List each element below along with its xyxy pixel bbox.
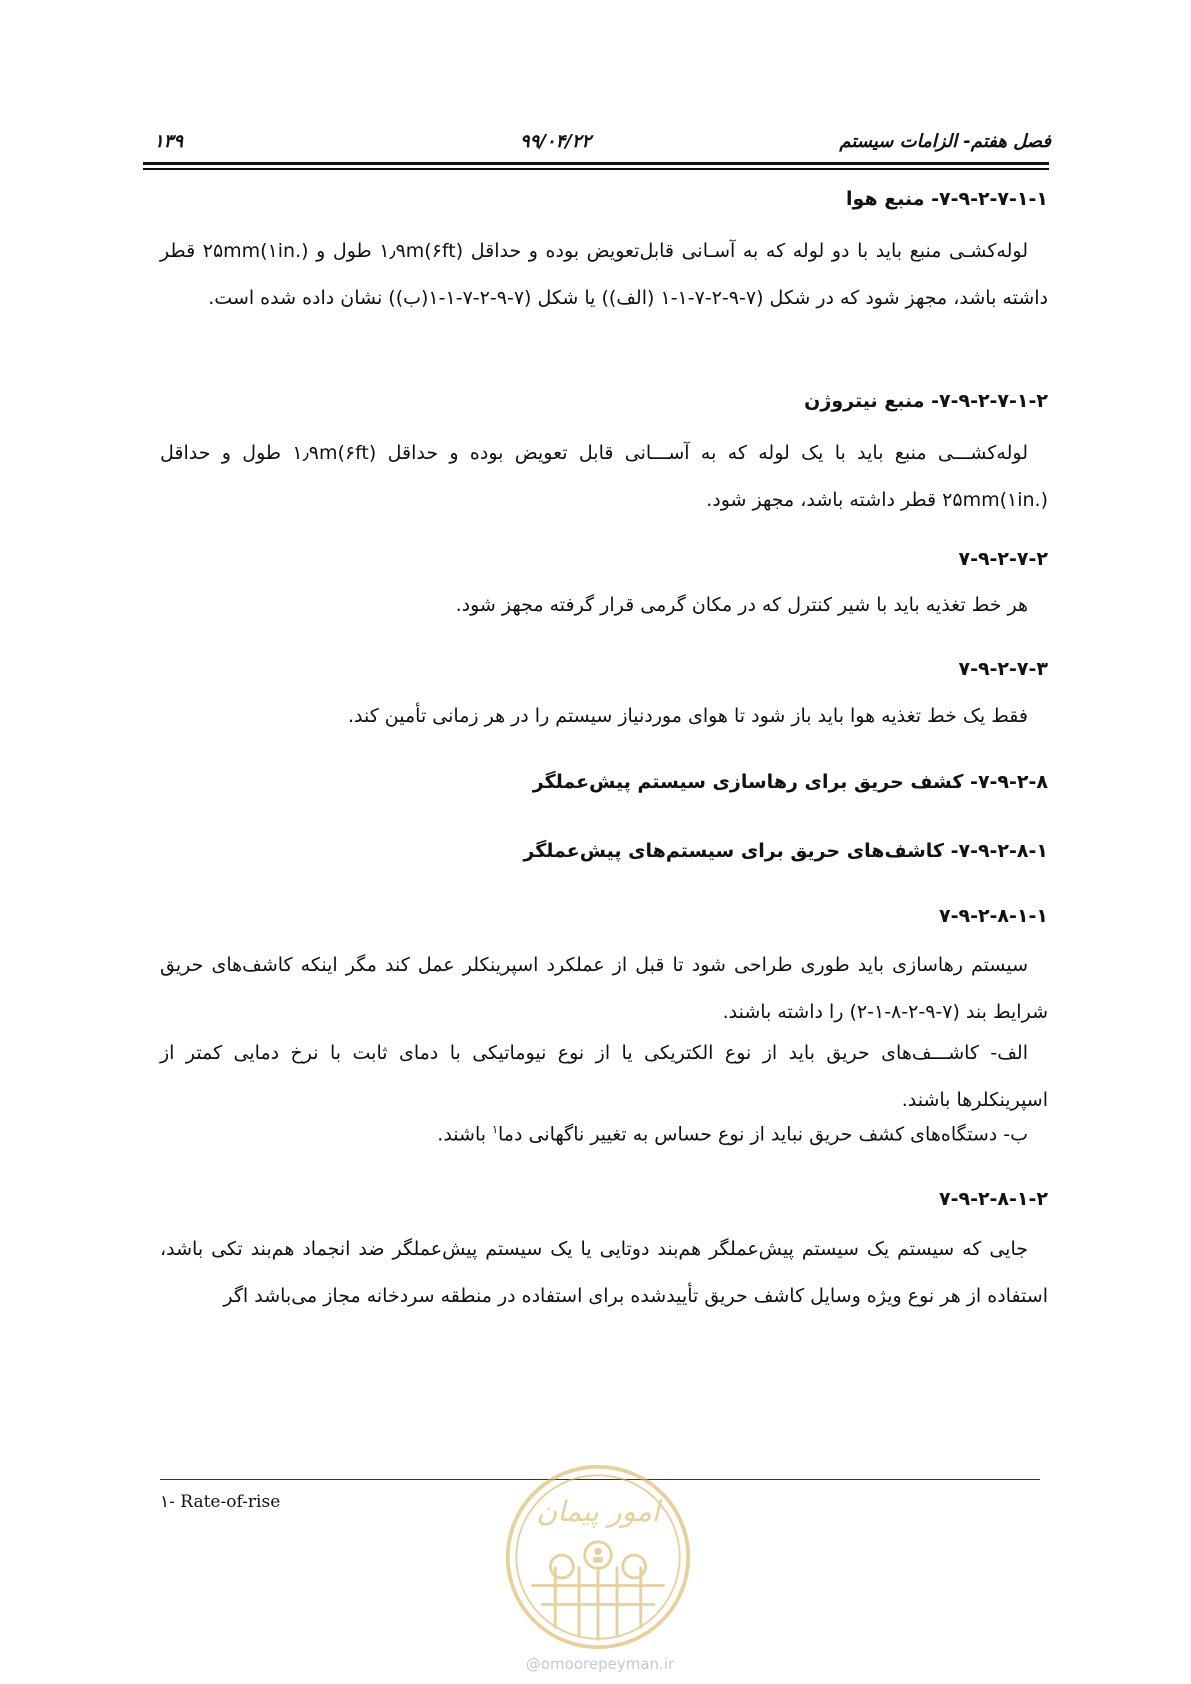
section-heading-7-9-2-7-3: ۷-۹-۲-۷-۳ [958,658,1048,680]
omoorepeyman-seal-logo [503,1462,693,1652]
footnote: ۱- Rate-of-rise [160,1492,281,1512]
running-header-date: ۹۹/۰۴/۲۲ [520,131,592,152]
paragraph-7-9-2-7-2: هر خط تغذیه باید با شیر کنترل که در مکان گرمی قرار گرفته مجهز شود. [455,594,1028,616]
section-heading-air-supply: ۷-۹-۲-۷-۱-۱- منبع هوا [846,188,1048,210]
logo-lettering: امور پیمان [536,1494,660,1528]
section-heading-7-9-2-8-1-1: ۷-۹-۲-۸-۱-۱ [938,905,1048,927]
header-rule-thick [143,162,1049,165]
running-header-chapter: فصل هفتم- الزامات سیستم [839,131,1051,152]
watermark-site: @omoorepeyman.ir [525,1655,675,1673]
list-item-b [437,1123,1028,1145]
section-heading-fire-detectors: ۷-۹-۲-۸-۱- کاشف‌های حریق برای سیستم‌های پیش‌عملگر [523,840,1048,862]
list-item-b-end: باشند. [437,1123,493,1146]
section-heading-7-9-2-8-1-2: ۷-۹-۲-۸-۱-۲ [938,1188,1048,1210]
paragraph-7-9-2-8-1-2: جایی که سیستم یک سیستم پیش‌عملگر هم‌بند دوتایی یا یک سیستم پیش‌عملگر ضد انجماد هم‌بند تکی باشد، استفاده از هر نوع ویژه وسایل کاشف حریق تأییدشده برای استفاده در منطقه سردخانه مجاز می‌باشد اگر [160,1238,1048,1307]
paragraph-air-supply: لوله‌کشـی منبع باید با دو لوله که به آسـانی قابل‌تعویض بوده و حداقل ۱٫۹m(۶ft) طول و ۲۵mm(۱in.) قطر داشته باشد، مجهز شود که در شکل (۷-۹-۲-۷-۱-۱ (الف)) یا شکل (۷-۹-۲-۷-۱-۱(ب)) نشان داده شده است. [160,240,1048,309]
header-rule-thin [143,168,1049,170]
list-item-b-text: ب- دستگاه‌های کشف حریق نباید از نوع حساس به تغییر ناگهانی دما [498,1123,1028,1146]
footnote-reference: ۱ [492,1123,499,1136]
paragraph-nitrogen-supply: لوله‌کشـــی منبع باید با یک لوله که به آســـانی قابل تعویض بوده و حداقل ۱٫۹m(۶ft) طول و حداقل ۲۵mm(۱in.) قطر داشته باشد، مجهز شود. [160,442,1048,511]
paragraph-7-9-2-7-3: فقط یک خط تغذیه هوا باید باز شود تا هوای موردنیاز سیستم را در هر زمانی تأمین کند. [347,705,1028,727]
section-heading-7-9-2-7-2: ۷-۹-۲-۷-۲ [958,548,1048,570]
page-number: ۱۳۹ [154,131,184,152]
section-heading-nitrogen-supply: ۷-۹-۲-۷-۱-۲- منبع نیتروژن [804,390,1048,412]
list-item-a: الف- کاشـــف‌های حریق باید از نوع الکتریکی یا از نوع نیوماتیکی با دمای ثابت با نرخ دمایی کمتر از اسپرینکلرها باشند. [160,1042,1048,1111]
paragraph-7-9-2-8-1-1: سیستم رهاسازی باید طوری طراحی شود تا قبل از عملکرد اسپرینکلر عمل کند مگر اینکه کاشف‌های حریق شرایط بند (۷-۹-۲-۸-۱-۲) را داشته باشند. [160,954,1048,1023]
section-heading-fire-detection: ۷-۹-۲-۸- کشف حریق برای رهاسازی سیستم پیش‌عملگر [532,771,1048,793]
